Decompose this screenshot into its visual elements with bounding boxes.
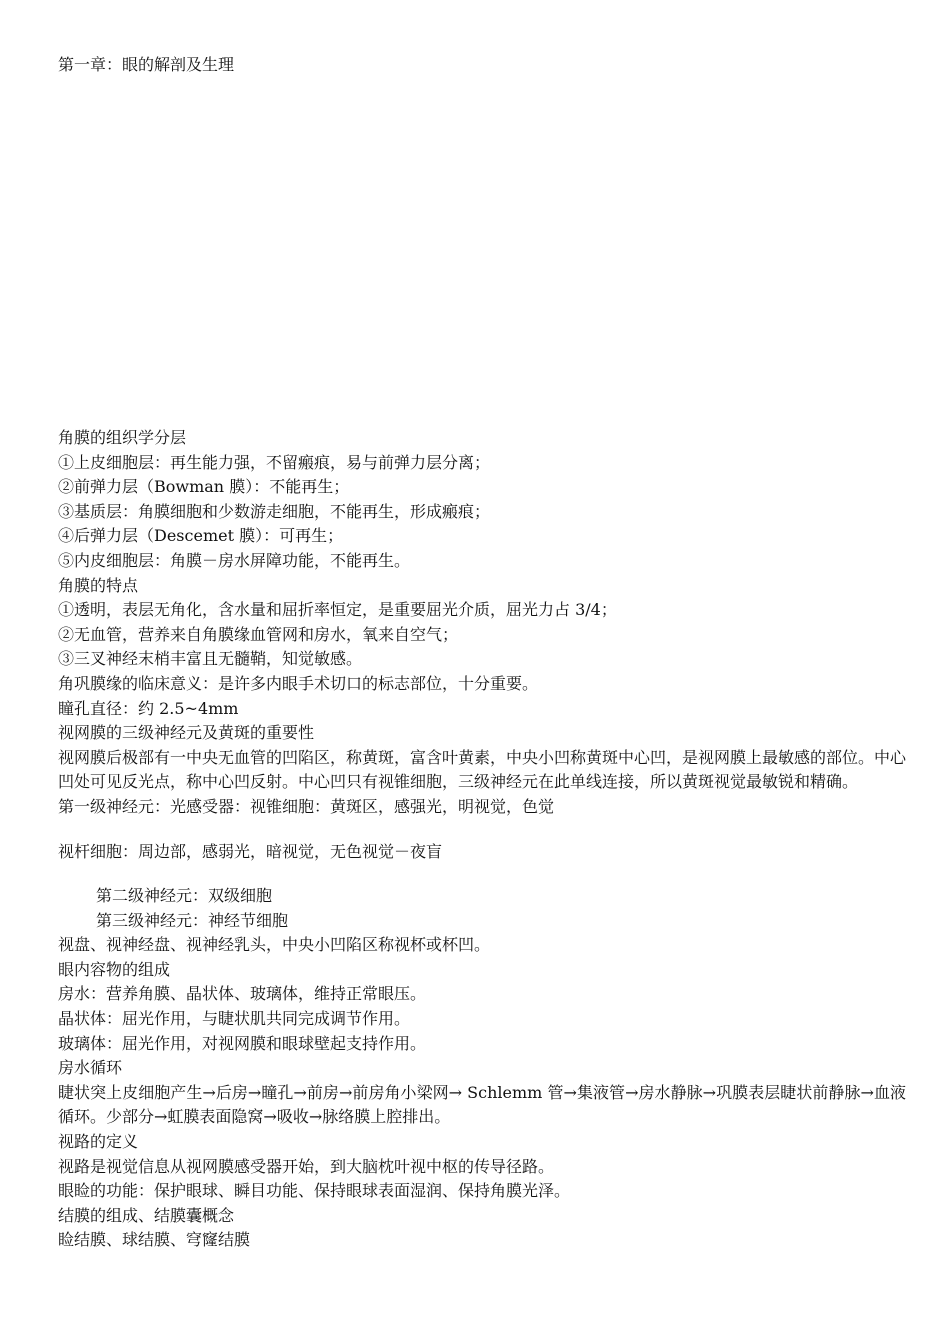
third-neuron-text: 第三级神经元：神经节细胞 — [96, 910, 289, 930]
cornea-layer-item: ①上皮细胞层：再生能力强，不留瘢痕，易与前弹力层分离； — [58, 452, 491, 472]
limbus-text: 角巩膜缘的临床意义：是许多内眼手术切口的标志部位，十分重要。 — [58, 673, 539, 693]
section-heading-conjunctiva: 结膜的组成、结膜囊概念 — [58, 1205, 235, 1225]
optic-disc-text: 视盘、视神经盘、视神经乳头，中央小凹陷区称视杯或杯凹。 — [58, 935, 491, 955]
conjunctiva-text: 睑结膜、球结膜、穹窿结膜 — [58, 1230, 251, 1250]
document-body — [58, 426, 906, 1253]
intraocular-item: 玻璃体：屈光作用，对视网膜和眼球壁起支持作用。 — [58, 1033, 427, 1053]
aqueous-paragraph: 睫状突上皮细胞产生→后房→瞳孔→前房→前房角小梁网→ Schlemm 管→集液管→房水静脉→巩膜表层睫状前静脉→血液循环。少部分→虹膜表面隐窝→吸收→脉络膜上腔排出。 — [58, 1082, 906, 1127]
section-heading-intraocular: 眼内容物的组成 — [58, 959, 171, 979]
rod-cells-text: 视杆细胞：周边部，感弱光，暗视觉，无色视觉－夜盲 — [58, 841, 443, 861]
first-neuron-text: 第一级神经元：光感受器：视锥细胞：黄斑区，感强光，明视觉，色觉 — [58, 796, 555, 816]
section-heading-retina: 视网膜的三级神经元及黄斑的重要性 — [58, 723, 315, 743]
retina-paragraph: 视网膜后极部有一中央无血管的凹陷区，称黄斑，富含叶黄素，中央小凹称黄斑中心凹，是视网膜上最敏感的部位。中心凹处可见反光点，称中心凹反射。中心凹只有视锥细胞，三级神经元在此单线连接，所以黄斑视觉最敏锐和精确。 — [58, 747, 907, 792]
cornea-layer-item: ⑤内皮细胞层：角膜－房水屏障功能，不能再生。 — [58, 550, 411, 570]
section-heading-cornea-layers: 角膜的组织学分层 — [58, 428, 187, 447]
chapter-title: 第一章：眼的解剖及生理 — [58, 55, 235, 74]
cornea-feature-item: ③三叉神经末梢丰富且无髓鞘，知觉敏感。 — [58, 649, 363, 669]
cornea-feature-item: ①透明，表层无角化，含水量和屈折率恒定，是重要屈光介质，屈光力占 3/4； — [58, 600, 617, 620]
visual-pathway-text: 视路是视觉信息从视网膜感受器开始，到大脑枕叶视中枢的传导径路。 — [58, 1156, 555, 1176]
cornea-feature-item: ②无血管，营养来自角膜缘血管网和房水，氧来自空气； — [58, 624, 459, 644]
section-heading-visual-pathway: 视路的定义 — [58, 1132, 139, 1152]
cornea-layer-item: ④后弹力层（Descemet 膜）：可再生； — [58, 526, 344, 546]
eyelid-text: 眼睑的功能：保护眼球、瞬目功能、保持眼球表面湿润、保持角膜光泽。 — [58, 1181, 571, 1201]
intraocular-item: 晶状体：屈光作用，与睫状肌共同完成调节作用。 — [58, 1009, 411, 1029]
section-heading-cornea-features: 角膜的特点 — [58, 575, 139, 595]
second-neuron-text: 第二级神经元：双级细胞 — [96, 886, 273, 906]
cornea-layer-item: ③基质层：角膜细胞和少数游走细胞，不能再生，形成瘢痕； — [58, 501, 491, 521]
intraocular-item: 房水：营养角膜、晶状体、玻璃体，维持正常眼压。 — [58, 984, 427, 1004]
pupil-text: 瞳孔直径：约 2.5~4mm — [58, 698, 239, 718]
section-heading-aqueous: 房水循环 — [58, 1058, 123, 1078]
cornea-layer-item: ②前弹力层（Bowman 膜）：不能再生； — [58, 477, 350, 497]
